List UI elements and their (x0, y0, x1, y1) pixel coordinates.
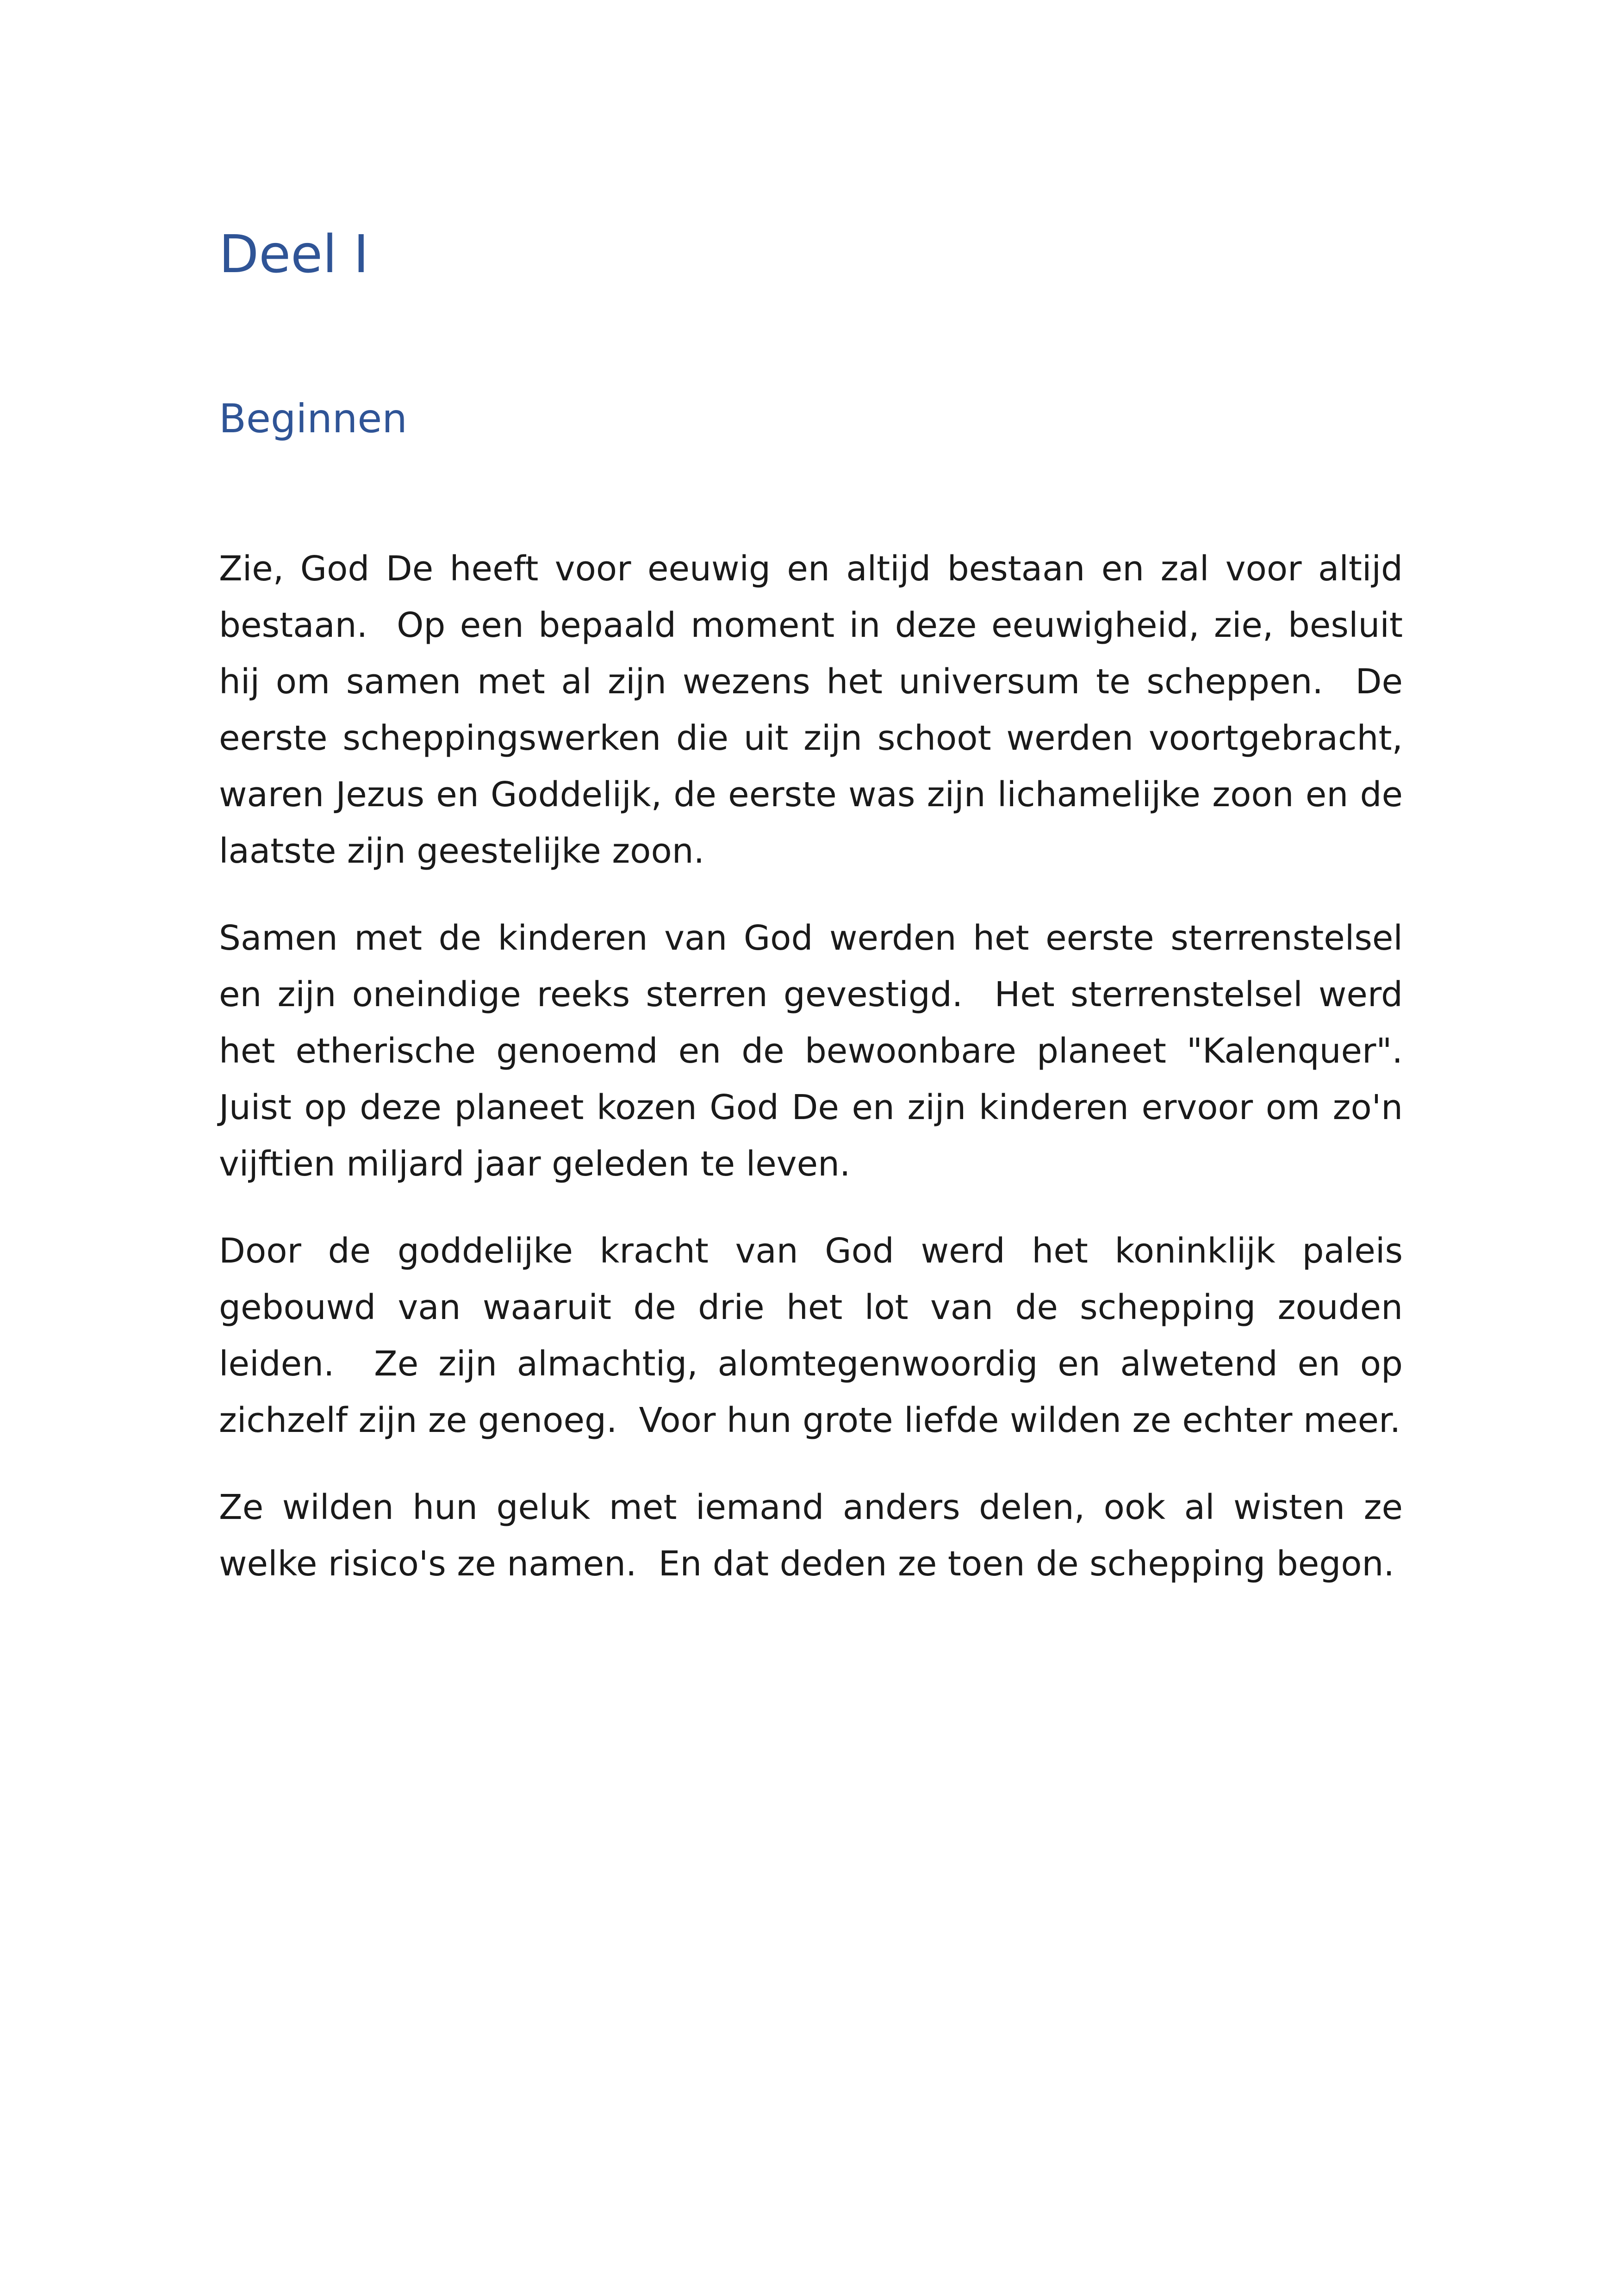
paragraph: Ze wilden hun geluk met iemand anders delen, ook al wisten ze welke risico's ze namen. En dat deden ze toen de schepping begon. (219, 1487, 1414, 1584)
section-title: Beginnen (219, 396, 407, 442)
paragraph: Zie, God De heeft voor eeuwig en altijd bestaan en zal voor altijd bestaan. Op een bepaald moment in deze eeuwigheid, zie, besluit hij om samen met al zijn wezens het universum te scheppen. De eerste scheppingswerken die uit zijn schoot werden voortgebracht, waren Jezus en Goddelijk, de eerste was zijn lichamelijke zoon en de laatste zijn geestelijke zoon. (219, 549, 1414, 871)
paragraph: Door de goddelijke kracht van God werd het koninklijk paleis gebouwd van waaruit de drie het lot van de schepping zouden leiden. Ze zijn almachtig, alomtegenwoordig en alwetend en op zichzelf zijn ze genoeg. Voor hun grote liefde wilden ze echter meer. (219, 1231, 1414, 1440)
part-title: Deel I (219, 224, 369, 285)
body-text (219, 541, 1425, 1623)
paragraph: Samen met de kinderen van God werden het eerste sterrenstelsel en zijn oneindige reeks sterren gevestigd. Het sterrenstelsel werd het etherische genoemd en de bewoonbare planeet "Kalenquer". Juist op deze planeet kozen God De en zijn kinderen ervoor om zo'n vijftien miljard jaar geleden te leven. (219, 918, 1425, 1184)
